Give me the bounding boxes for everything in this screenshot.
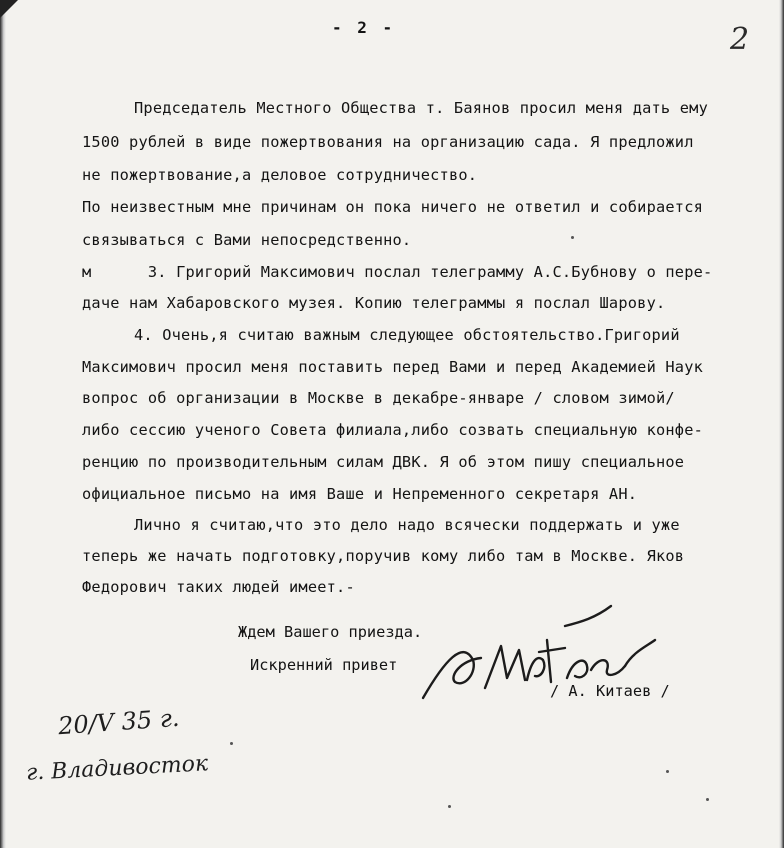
signer-name: / А. Китаев / — [550, 682, 670, 700]
body-line: Председатель Местного Общества т. Баянов просил меня дать ему — [134, 99, 708, 117]
page-edge-shadow-left — [0, 0, 6, 848]
body-line: 1500 рублей в виде пожертвования на организацию сада. Я предложил — [82, 133, 694, 151]
body-line: не пожертвование,а деловое сотрудничество. — [82, 166, 478, 184]
body-line: даче нам Хабаровского музея. Копию телеграммы я послал Шарову. — [82, 294, 666, 312]
handwritten-date: 20/V 35 г. — [57, 703, 181, 741]
paper-speck — [230, 742, 233, 745]
closing-greeting: Ждем Вашего приезда. — [238, 623, 423, 641]
body-line: ренцию по производительным силам ДВК. Я об этом пишу специальное — [82, 453, 685, 471]
closing-regards: Искренний привет — [250, 656, 398, 674]
paper-speck — [666, 770, 669, 773]
page-edge-shadow-right — [779, 0, 784, 848]
body-line: м 3. Григорий Максимович послал телеграмму А.С.Бубнову о пере- — [82, 263, 713, 281]
body-line: связываться с Вами непосредственно. — [82, 231, 412, 249]
body-line: По неизвестным мне причинам он пока ничего не ответил и собирается — [82, 198, 704, 216]
body-line: Максимович просил меня поставить перед Вами и перед Академией Наук — [82, 358, 704, 376]
body-line: вопрос об организации в Москве в декабре-январе / словом зимой/ — [82, 389, 675, 407]
body-line: Федорович таких людей имеет.- — [82, 578, 355, 596]
page-corner-fold — [0, 0, 18, 18]
page-number: - 2 - — [332, 18, 396, 37]
archive-page-number: 2 — [730, 22, 750, 57]
body-line: либо сессию ученого Совета филиала,либо созвать специальную конфе- — [82, 421, 704, 439]
paper-speck — [448, 805, 451, 808]
paper-speck — [706, 798, 709, 801]
body-line: теперь же начать подготовку,поручив кому либо там в Москве. Яков — [82, 547, 685, 565]
paper-speck — [571, 236, 574, 239]
handwritten-place: г. Владивосток — [25, 751, 209, 786]
body-line: 4. Очень,я считаю важным следующее обстоятельство.Григорий — [134, 326, 680, 344]
body-line: Лично я считаю,что это дело надо всячески поддержать и уже — [134, 516, 680, 534]
body-line: официальное письмо на имя Ваше и Непременного секретаря АН. — [82, 485, 638, 503]
